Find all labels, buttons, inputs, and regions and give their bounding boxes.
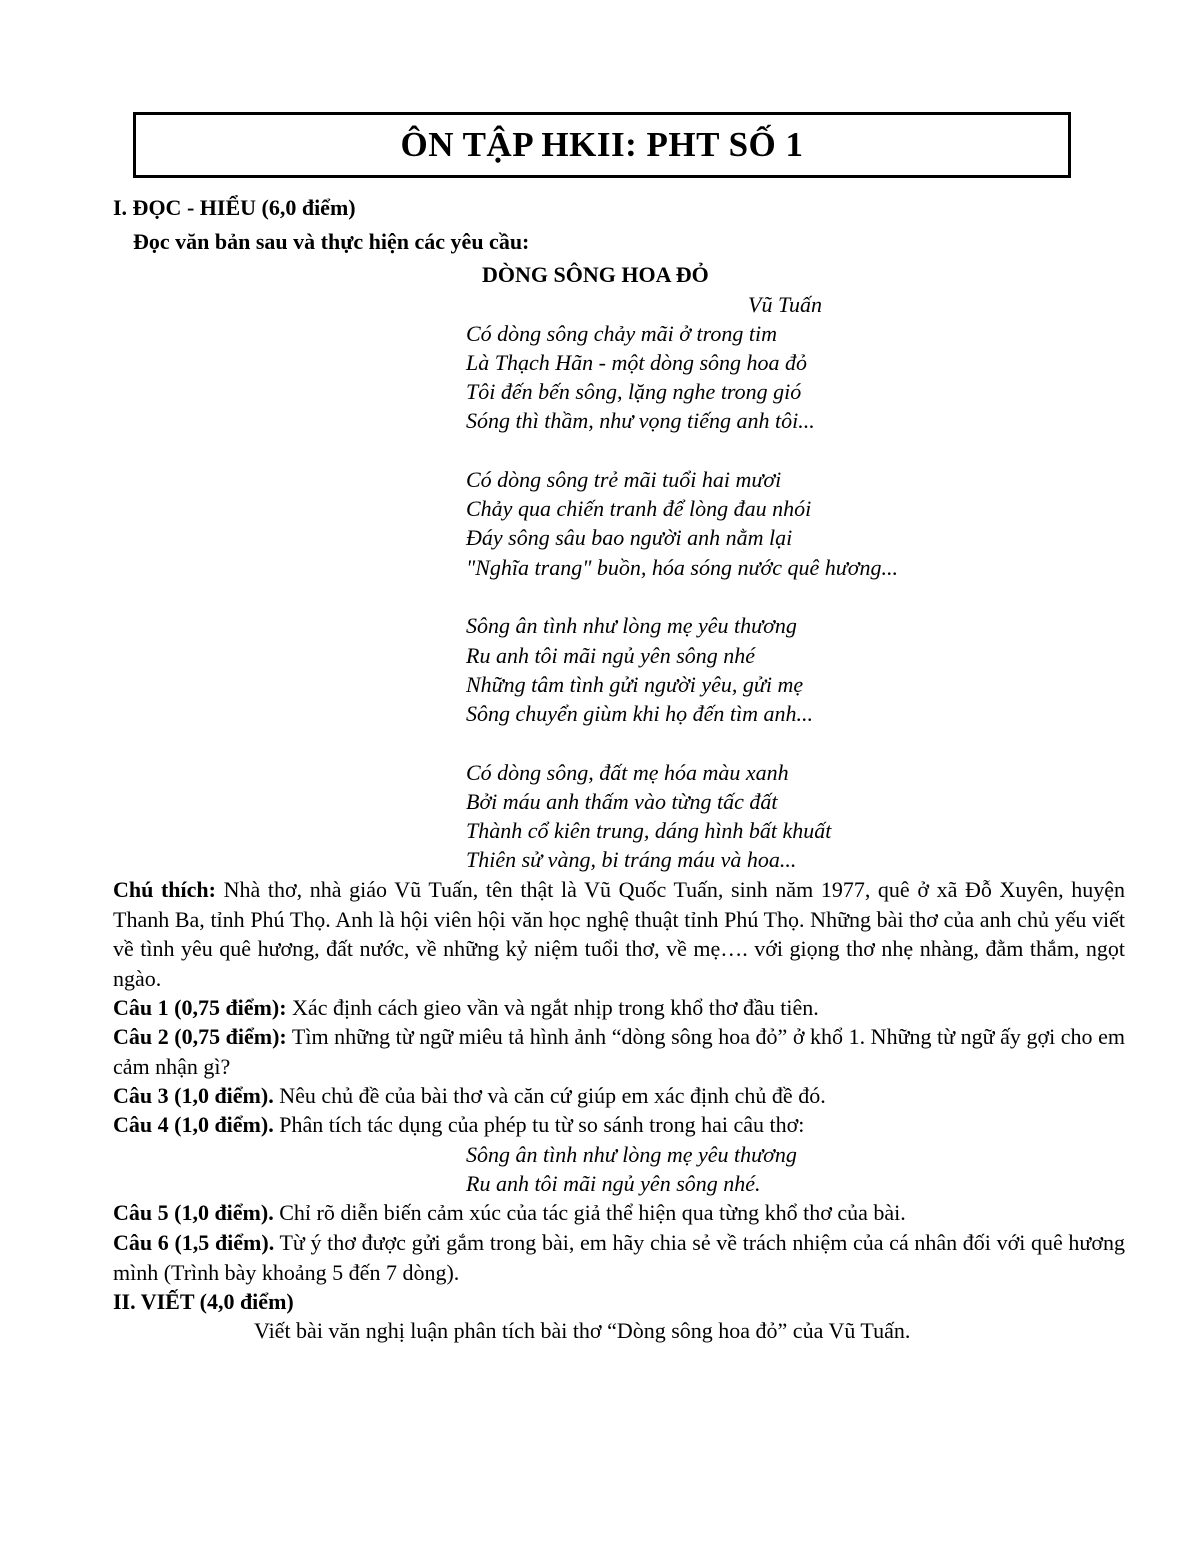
quote-line: Sông ân tình như lòng mẹ yêu thương: [466, 1142, 797, 1167]
poem-line: Sông chuyển giùm khi họ đến tìm anh...: [466, 701, 814, 726]
question-text: Nêu chủ đề của bài thơ và căn cứ giúp em xác định chủ đề đó.: [273, 1083, 826, 1108]
section2-heading: II. VIẾT (4,0 điểm): [113, 1289, 294, 1314]
question-text: Phân tích tác dụng của phép tu từ so sánh trong hai câu thơ:: [273, 1112, 805, 1137]
question-6: [113, 1228, 1125, 1287]
question-text: Xác định cách gieo vần và ngắt nhịp trong khổ thơ đầu tiên.: [286, 995, 819, 1020]
section1-heading: I. ĐỌC - HIỂU (6,0 điểm): [113, 195, 356, 220]
note-text: Nhà thơ, nhà giáo Vũ Tuấn, tên thật là Vũ Quốc Tuấn, sinh năm 1977, quê ở xã Đỗ Xuyên, huyện Thanh Ba, tỉnh Phú Thọ. Anh là hội viên hội văn học nghệ thuật tỉnh Phú Thọ. Những bài thơ của anh chủ yếu viết về tình yêu quê hương, đất nước, về những kỷ niệm tuổi thơ, về mẹ…. với giọng thơ nhẹ nhàng, đằm thắm, ngọt ngào.: [113, 877, 1126, 991]
poem-line: Là Thạch Hãn - một dòng sông hoa đỏ: [466, 350, 808, 375]
question-text: Chỉ rõ diễn biến cảm xúc của tác giả thể hiện qua từng khổ thơ của bài.: [273, 1200, 906, 1225]
poem-line: Tôi đến bến sông, lặng nghe trong gió: [466, 379, 802, 404]
poem-line: Đáy sông sâu bao người anh nằm lại: [466, 525, 793, 550]
question-label: Câu 5 (1,0 điểm).: [113, 1200, 274, 1225]
question-3: [113, 1081, 1125, 1111]
question-label: Câu 3 (1,0 điểm).: [113, 1083, 274, 1108]
question-2: [113, 1022, 1125, 1081]
question-text: Từ ý thơ được gửi gắm trong bài, em hãy chia sẻ về trách nhiệm của cá nhân đối với quê hương mình (Trình bày khoảng 5 đến 7 dòng).: [113, 1230, 1125, 1285]
note-label: Chú thích:: [113, 877, 216, 902]
note-paragraph: [113, 875, 1125, 993]
poem-line: Chảy qua chiến tranh để lòng đau nhói: [466, 496, 812, 521]
question-label: Câu 4 (1,0 điểm).: [113, 1112, 274, 1137]
page-title: ÔN TẬP HKII: PHT SỐ 1: [400, 125, 804, 164]
poem-line: Bởi máu anh thấm vào từng tấc đất: [466, 789, 778, 814]
question-label: Câu 6 (1,5 điểm).: [113, 1230, 275, 1255]
quote-line: Ru anh tôi mãi ngủ yên sông nhé.: [466, 1171, 761, 1196]
poem-line: Thiên sử vàng, bi tráng máu và hoa...: [466, 847, 797, 872]
question-label: Câu 2 (0,75 điểm):: [113, 1024, 287, 1049]
question-text: Tìm những từ ngữ miêu tả hình ảnh “dòng sông hoa đỏ” ở khổ 1. Những từ ngữ ấy gợi cho em cảm nhận gì?: [113, 1024, 1125, 1079]
poem-line: Sóng thì thầm, như vọng tiếng anh tôi...: [466, 408, 815, 433]
poem-line: Sông ân tình như lòng mẹ yêu thương: [466, 613, 797, 638]
writing-task: Viết bài văn nghị luận phân tích bài thơ “Dòng sông hoa đỏ” của Vũ Tuấn.: [254, 1318, 911, 1343]
question-label: Câu 1 (0,75 điểm):: [113, 995, 287, 1020]
poem-line: "Nghĩa trang" buồn, hóa sóng nước quê hương...: [466, 555, 899, 580]
question-1: [113, 993, 1125, 1023]
reading-instruction: Đọc văn bản sau và thực hiện các yêu cầu:: [133, 229, 530, 254]
question-5: [113, 1198, 1125, 1228]
question-4: [113, 1110, 1125, 1140]
poem-line: Có dòng sông trẻ mãi tuổi hai mươi: [466, 467, 782, 492]
poem-line: Có dòng sông chảy mãi ở trong tim: [466, 321, 777, 346]
poem-line: Những tâm tình gửi người yêu, gửi mẹ: [466, 672, 804, 697]
title-box: [133, 112, 1071, 178]
poem-line: Ru anh tôi mãi ngủ yên sông nhé: [466, 643, 756, 668]
poem-title: DÒNG SÔNG HOA ĐỎ: [482, 262, 709, 287]
poem-author: Vũ Tuấn: [748, 292, 822, 317]
poem-line: Thành cổ kiên trung, dáng hình bất khuất: [466, 818, 832, 843]
poem-line: Có dòng sông, đất mẹ hóa màu xanh: [466, 760, 789, 785]
